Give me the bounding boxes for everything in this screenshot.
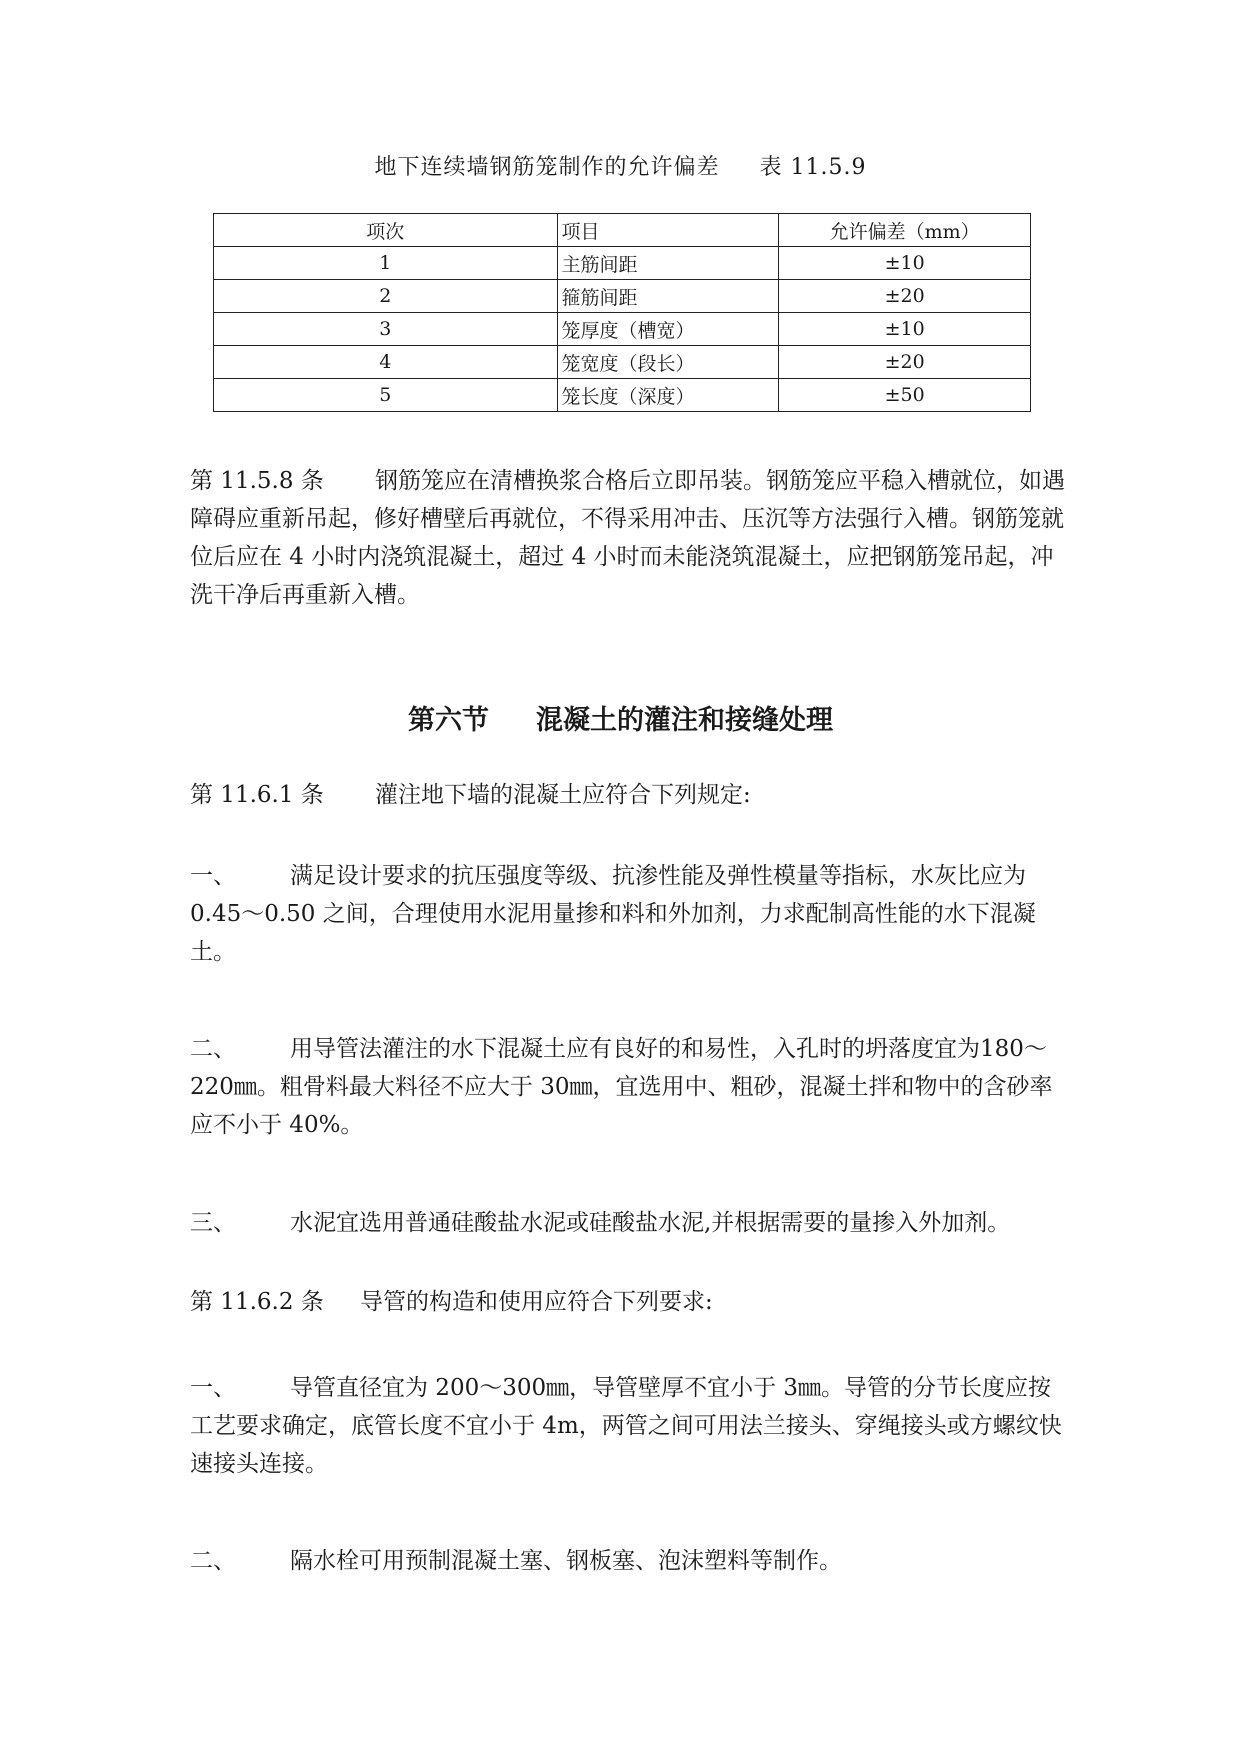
item-label: 三、	[190, 1210, 236, 1236]
clause-11-6-2	[190, 1283, 1070, 1321]
table-row	[214, 247, 1031, 280]
cell-no: 5	[214, 379, 558, 412]
item-text: 导管直径宜为 200～300㎜，导管壁厚不宜小于 3㎜。导管的分节长度应按工艺要求确定，底管长度不宜小于 4m，两管之间可用法兰接头、穿绳接头或方螺纹快速接头连接。	[190, 1375, 1062, 1477]
clause-label: 第 11.6.1 条	[190, 782, 324, 808]
cell-no: 4	[214, 346, 558, 379]
clause-item	[190, 1542, 1070, 1580]
cell-item: 笼厚度（槽宽）	[557, 313, 779, 346]
clause-item	[190, 1204, 1070, 1242]
clause-text: 导管的构造和使用应符合下列要求:	[360, 1289, 713, 1315]
clause-11-6-1	[190, 776, 1070, 814]
cell-item: 箍筋间距	[557, 280, 779, 313]
header-item: 项目	[557, 214, 779, 247]
clause-text: 钢筋笼应在清槽换浆合格后立即吊装。钢筋笼应平稳入槽就位，如遇障碍应重新吊起，修好槽壁后再就位，不得采用冲击、压沉等方法强行入槽。钢筋笼就位后应在 4 小时内浇筑混凝土，超过 4 小时而未能浇筑混凝土，应把钢筋笼吊起，冲洗干净后再重新入槽。	[190, 468, 1065, 608]
cell-item: 笼长度（深度）	[557, 379, 779, 412]
cell-tolerance: ±20	[779, 346, 1031, 379]
section-title: 第六节 混凝土的灌注和接缝处理	[408, 705, 833, 736]
table-header-row	[214, 214, 1031, 247]
item-label: 一、	[190, 1375, 236, 1401]
cell-tolerance: ±10	[779, 313, 1031, 346]
clause-item	[190, 857, 1070, 971]
cell-no: 3	[214, 313, 558, 346]
cell-item: 主筋间距	[557, 247, 779, 280]
item-text: 水泥宜选用普通硅酸盐水泥或硅酸盐水泥,并根据需要的量掺入外加剂。	[290, 1210, 1011, 1236]
clause-11-5-8	[190, 462, 1070, 614]
cell-tolerance: ±50	[779, 379, 1031, 412]
cell-no: 1	[214, 247, 558, 280]
cell-tolerance: ±20	[779, 280, 1031, 313]
table-row	[214, 379, 1031, 412]
table-row	[214, 313, 1031, 346]
table-caption: 地下连续墙钢筋笼制作的允许偏差 表 11.5.9	[374, 155, 867, 180]
table-row	[214, 346, 1031, 379]
clause-item	[190, 1030, 1070, 1144]
clause-item	[190, 1369, 1070, 1483]
cell-item: 笼宽度（段长）	[557, 346, 779, 379]
table-row	[214, 280, 1031, 313]
clause-label: 第 11.6.2 条	[190, 1289, 324, 1315]
item-text: 隔水栓可用预制混凝土塞、钢板塞、泡沫塑料等制作。	[290, 1548, 842, 1574]
item-text: 满足设计要求的抗压强度等级、抗渗性能及弹性模量等指标，水灰比应为 0.45～0.50 之间，合理使用水泥用量掺和料和外加剂，力求配制高性能的水下混凝土。	[190, 863, 1036, 965]
item-label: 二、	[190, 1036, 236, 1062]
item-label: 一、	[190, 863, 236, 889]
header-item-no: 项次	[214, 214, 558, 247]
cell-no: 2	[214, 280, 558, 313]
clause-text: 灌注地下墙的混凝土应符合下列规定:	[375, 782, 751, 808]
item-text: 用导管法灌注的水下混凝土应有良好的和易性，入孔时的坍落度宜为180～220㎜。粗骨料最大料径不应大于 30㎜，宜选用中、粗砂，混凝土拌和物中的含砂率应不小于 40%。	[190, 1036, 1053, 1138]
cell-tolerance: ±10	[779, 247, 1031, 280]
tolerance-table	[213, 213, 1031, 412]
header-tolerance: 允许偏差（mm）	[779, 214, 1031, 247]
clause-label: 第 11.5.8 条	[190, 468, 324, 494]
item-label: 二、	[190, 1548, 236, 1574]
